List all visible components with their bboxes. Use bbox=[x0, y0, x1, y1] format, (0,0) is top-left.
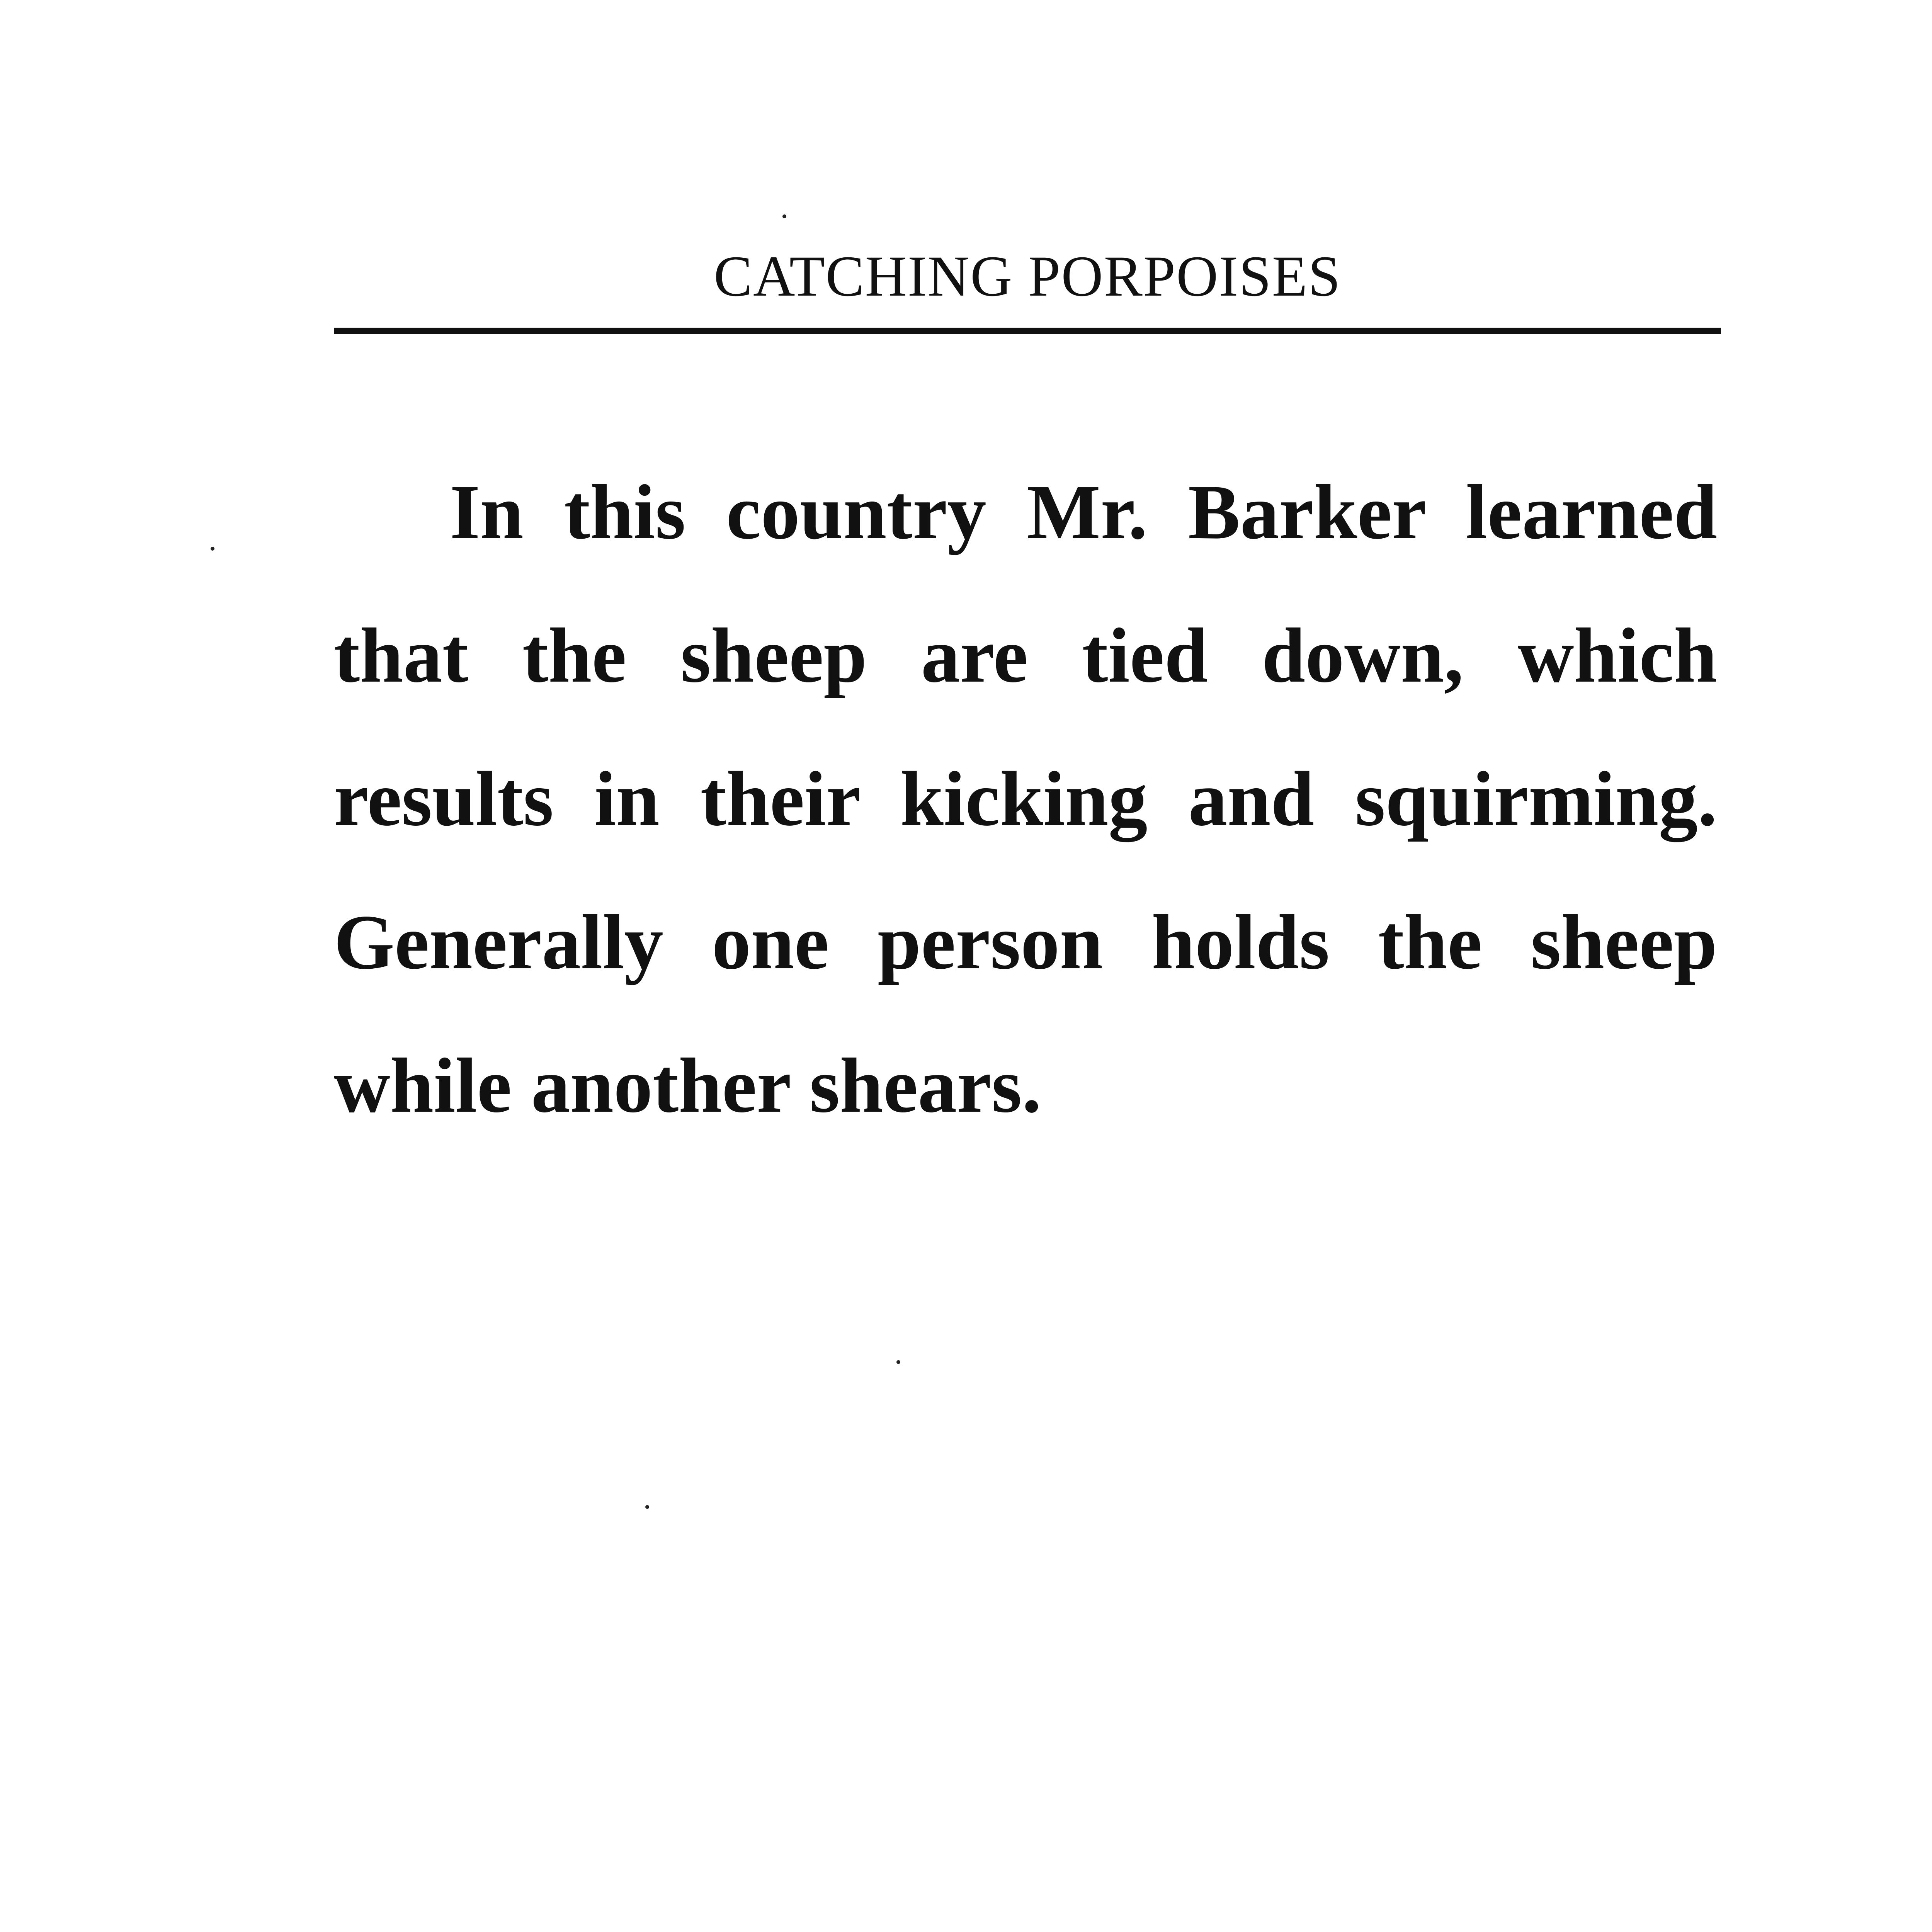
scan-speck bbox=[645, 1505, 649, 1509]
body-paragraph: In this country Mr. Barker learned that the sheep are tied down, which results in their kicking and squirming. Generally one person holds the sheep while another shears. bbox=[334, 469, 1717, 1129]
scan-speck bbox=[782, 214, 786, 218]
running-head: CATCHING PORPOISES bbox=[714, 244, 1341, 308]
header-rule bbox=[334, 328, 1721, 334]
scan-speck bbox=[211, 547, 214, 551]
scan-speck bbox=[896, 1360, 900, 1364]
